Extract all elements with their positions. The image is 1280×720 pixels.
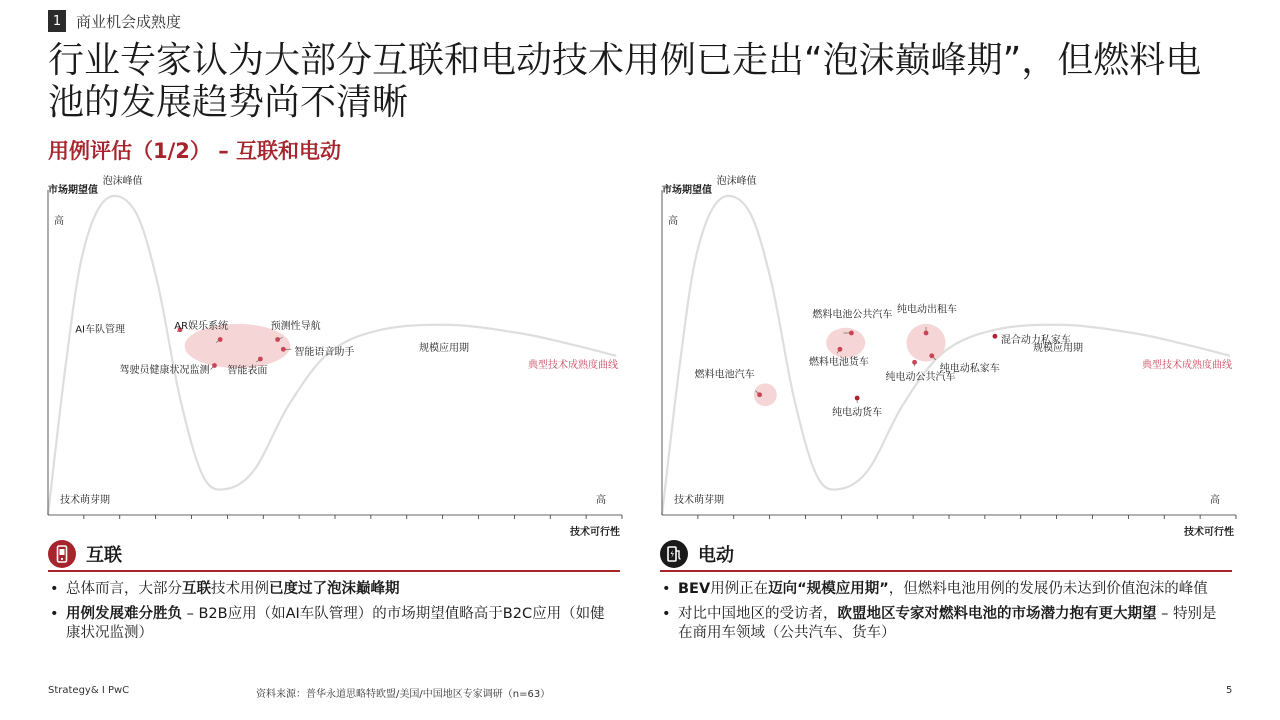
bullet-emphasis: 迈向“规模应用期” <box>768 581 889 597</box>
curve-legend-label: 典型技术成熟度曲线 <box>1142 360 1232 371</box>
data-point-label: 预测性导航 <box>270 321 321 332</box>
x-axis-high-label: 高 <box>1210 495 1220 506</box>
bullet-text: 对比中国地区的受访者， <box>678 606 838 622</box>
hype-curve <box>662 196 1230 515</box>
highlight-area <box>826 328 865 358</box>
page-title: 行业专家认为大部分互联和电动技术用例已走出“泡沫巅峰期”，但燃料电池的发展趋势尚不清晰 <box>48 40 1202 123</box>
x-axis-high-label: 高 <box>596 495 606 506</box>
ev-charger-icon <box>660 540 688 568</box>
data-point-label: 智能表面 <box>227 365 268 377</box>
hype-cycle-chart-electric <box>652 176 1242 545</box>
page-number: 5 <box>1226 685 1233 696</box>
bullet-text: 用例正在 <box>710 581 769 597</box>
bullet-item <box>660 580 1230 599</box>
data-point <box>218 337 223 342</box>
start-phase-label: 技术萌芽期 <box>674 495 724 506</box>
bullet-text: 总体而言，大部分 <box>66 581 182 597</box>
data-point-label: 智能语音助手 <box>294 346 355 358</box>
data-point-label: 纯电动私家车 <box>939 363 1000 375</box>
y-axis-high-label: 高 <box>668 216 678 227</box>
bullet-emphasis: 欧盟地区专家对燃料电池的市场潜力抱有更大期望 <box>837 606 1157 622</box>
data-point-label: 纯电动出租车 <box>897 304 958 316</box>
peak-label: 泡沫峰值 <box>716 176 757 187</box>
data-point-label: 燃料电池公共汽车 <box>812 309 893 321</box>
data-point <box>757 392 762 397</box>
data-point <box>993 334 998 339</box>
bullet-text: 技术用例 <box>211 581 269 597</box>
x-axis-title: 技术可行性 <box>1184 527 1234 538</box>
data-point-label: 驾驶员健康状况监测 <box>119 365 210 376</box>
data-point-label: 燃料电池汽车 <box>694 369 755 381</box>
footer-source: 资料来源：普华永道思略特欧盟/美国/中国地区专家调研（n=63） <box>256 689 551 700</box>
data-point <box>838 347 843 352</box>
bullet-emphasis: 用例发展难分胜负 <box>66 606 182 622</box>
bullet-item <box>48 605 618 643</box>
bullet-list-electric <box>660 580 1230 649</box>
bullet-emphasis: 互联 <box>182 581 211 597</box>
footer-brand: Strategy& I PwC <box>48 685 130 696</box>
x-axis-title: 技术可行性 <box>570 527 620 538</box>
hype-cycle-chart-connectivity <box>38 176 628 545</box>
bullet-text: – B2B应用（如AI车队管理）的市场期望值略高于B2C应用（如健康状况监测） <box>66 606 605 641</box>
curve-legend-label: 典型技术成熟度曲线 <box>528 360 618 371</box>
bullet-emphasis: BEV <box>678 581 711 597</box>
start-phase-label: 技术萌芽期 <box>60 495 110 506</box>
section-name: 商业机会成熟度 <box>76 12 182 31</box>
bullet-item <box>660 605 1230 643</box>
page-subtitle: 用例评估（1/2） – 互联和电动 <box>48 139 342 163</box>
section-header-connectivity <box>48 538 620 572</box>
section-header-electric <box>660 538 1232 572</box>
data-point-label: 燃料电池货车 <box>808 356 869 368</box>
data-point <box>929 353 934 358</box>
y-axis-title: 市场期望值 <box>48 185 98 196</box>
data-point <box>855 396 860 401</box>
y-axis-title: 市场期望值 <box>662 185 712 196</box>
data-point <box>912 360 917 365</box>
data-point <box>281 347 286 352</box>
data-point <box>212 363 217 368</box>
data-point <box>275 337 280 342</box>
data-point-label: AI车队管理 <box>75 324 126 336</box>
bullet-text: ，但燃料电池用例的发展仍未达到价值泡沫的峰值 <box>888 581 1208 597</box>
smartphone-icon <box>48 540 76 568</box>
bullet-list-connectivity <box>48 580 618 649</box>
data-point <box>849 331 854 336</box>
bullet-item <box>48 580 618 599</box>
data-point-label: AR娱乐系统 <box>174 321 229 332</box>
data-point-label: 纯电动公共汽车 <box>885 371 956 383</box>
section-number: 1 <box>48 10 66 32</box>
plateau-label: 规模应用期 <box>419 343 470 354</box>
section-tag <box>48 10 181 32</box>
peak-label: 泡沫峰值 <box>102 176 143 187</box>
bullet-text: – 特别是在商用车领域（公共汽车、货车） <box>678 606 1217 641</box>
data-point <box>258 357 263 362</box>
data-point-label: 混合动力私家车 <box>1000 334 1071 346</box>
y-axis-high-label: 高 <box>54 216 64 227</box>
section-title-connectivity: 互联 <box>86 545 122 566</box>
plateau-label: 规模应用期 <box>1033 343 1084 354</box>
data-point <box>924 331 929 336</box>
data-point-label: 纯电动货车 <box>832 407 883 419</box>
bullet-emphasis: 已度过了泡沫巅峰期 <box>269 581 400 597</box>
section-title-electric: 电动 <box>698 545 734 566</box>
